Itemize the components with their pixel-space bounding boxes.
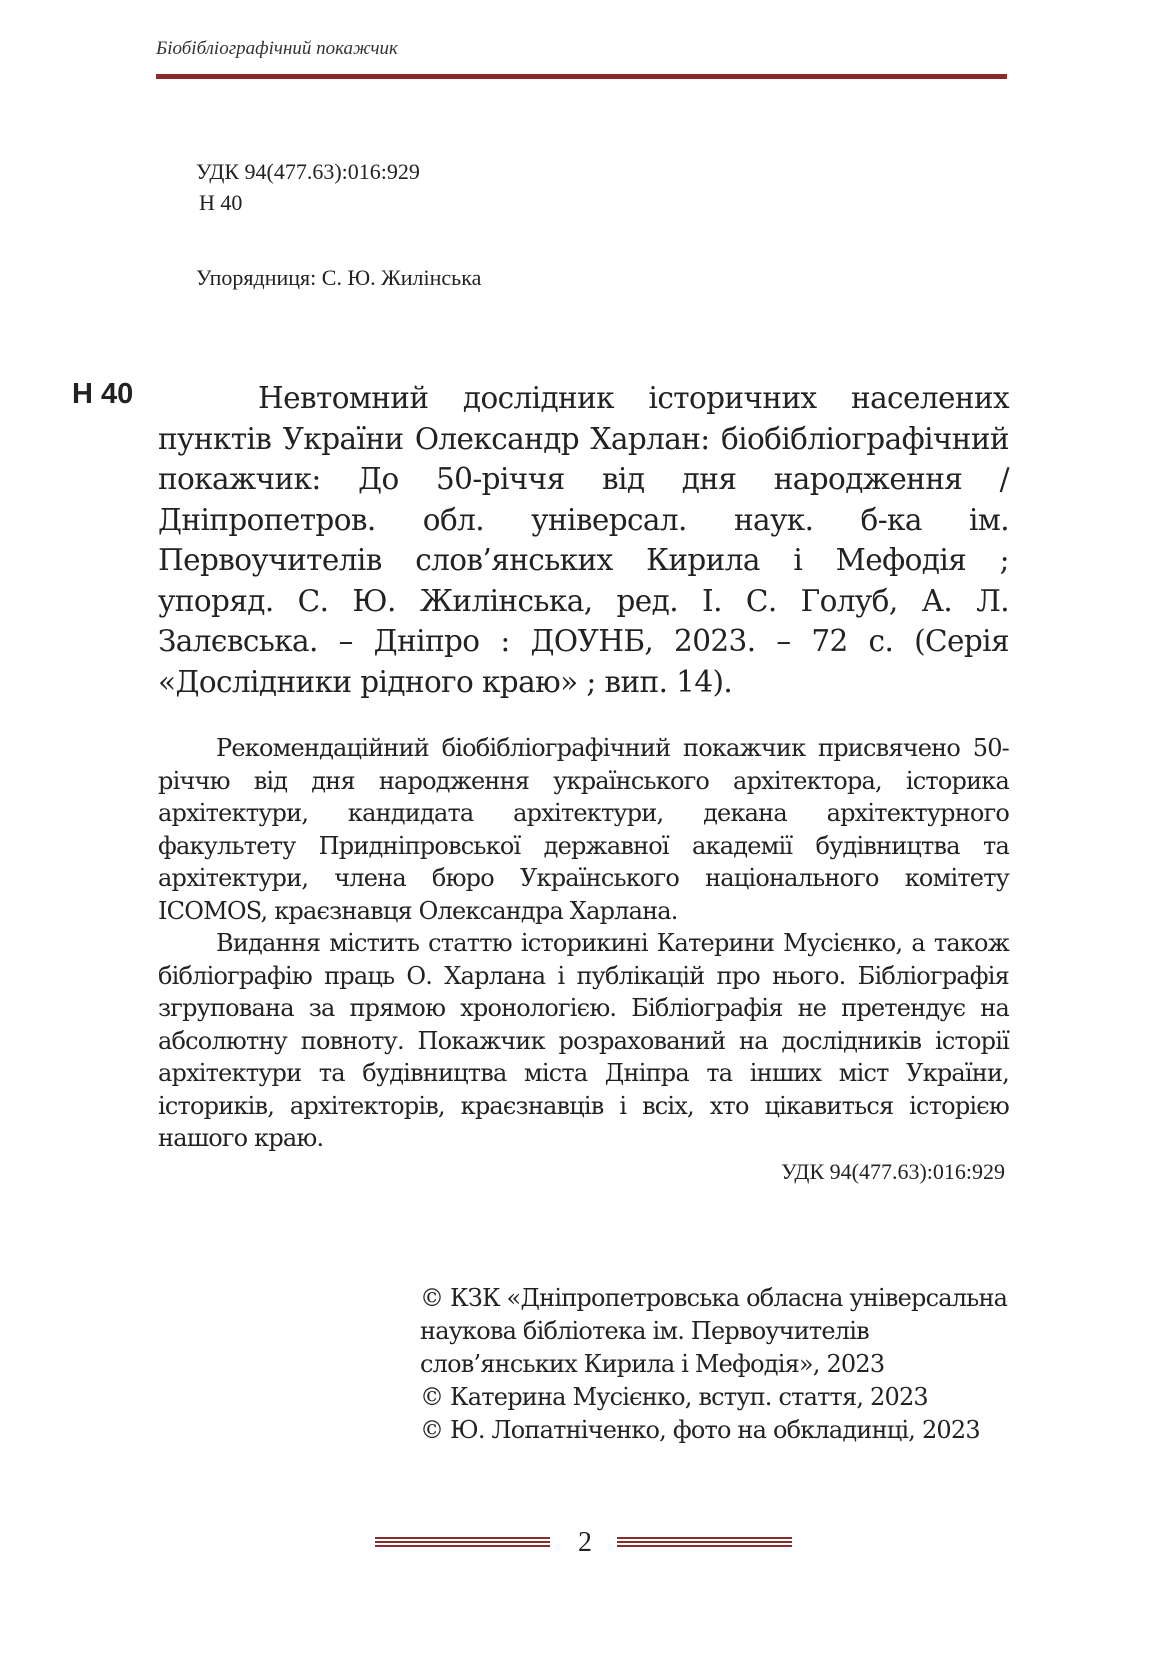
footer-ornament-left: [375, 1537, 550, 1551]
abstract-paragraph-2: Видання містить статтю історикині Катерини Мусієнко, а також бібліографію праць О. Харлана і публікацій про нього. Бібліографія згрупована за прямою хронологією. Бібліографія не претендує на абсолютну повноту. Покажчик розрахований на дослідників історії архітектури та будівництва міста Дніпра та інших міст України, істориків, архітекторів, краєзнавців і всіх, хто цікавиться історією нашого краю.: [158, 929, 1009, 1152]
copyright-block: [420, 1282, 1020, 1447]
catalog-index-mark: Н 40: [72, 378, 134, 410]
copyright-line: © КЗК «Дніпропетровська обласна універсальна: [420, 1284, 1008, 1312]
copyright-line: слов’янських Кирила і Мефодія», 2023: [420, 1350, 885, 1378]
header-rule: [156, 74, 1007, 79]
imprint-block: [196, 156, 420, 218]
udk-code: УДК 94(477.63):016:929: [196, 159, 420, 184]
copyright-line: © Катерина Мусієнко, вступ. стаття, 2023: [420, 1383, 928, 1411]
running-header-title: Біобібліографічний покажчик: [156, 38, 398, 59]
footer-ornament-right: [617, 1537, 792, 1551]
abstract-paragraph-1: Рекомендаційний біобібліографічний покажчик присвячено 50-річчю від дня народження українського архітектора, історика архітектури, кандидата архітектури, декана архітектурного факультету Придніпровської державної академії будівництва та архітектури, члена бюро Українського національного комітету ICOMOS, краєзнавця Олександра Харлана.: [158, 734, 1009, 925]
page-number: 2: [578, 1527, 592, 1558]
compiler-line: Упорядниця: С. Ю. Жилінська: [196, 265, 482, 290]
catalog-entry-text: Невтомний дослідник історичних населених пунктів України Олександр Харлан: біобібліографічний покажчик: До 50-річчя від дня народження / Дніпропетров. обл. універсал. наук. б-ка ім. Первоучителів слов’янських Кирила і Мефодія ; упоряд. С. Ю. Жилінська, ред. І. С. Голуб, А. Л. Залєвська. – Дніпро : ДОУНБ, 2023. – 72 с. (Серія «Дослідники рідного краю» ; вип. 14).: [158, 381, 1009, 699]
abstract-udk: УДК 94(477.63):016:929: [781, 1159, 1005, 1184]
page-footer: [0, 1527, 1166, 1567]
copyright-line: наукова бібліотека ім. Первоучителів: [420, 1317, 869, 1345]
author-mark: Н 40: [199, 190, 243, 215]
abstract: [158, 732, 1009, 1155]
copyright-line: © Ю. Лопатніченко, фото на обкладинці, 2023: [420, 1416, 980, 1444]
